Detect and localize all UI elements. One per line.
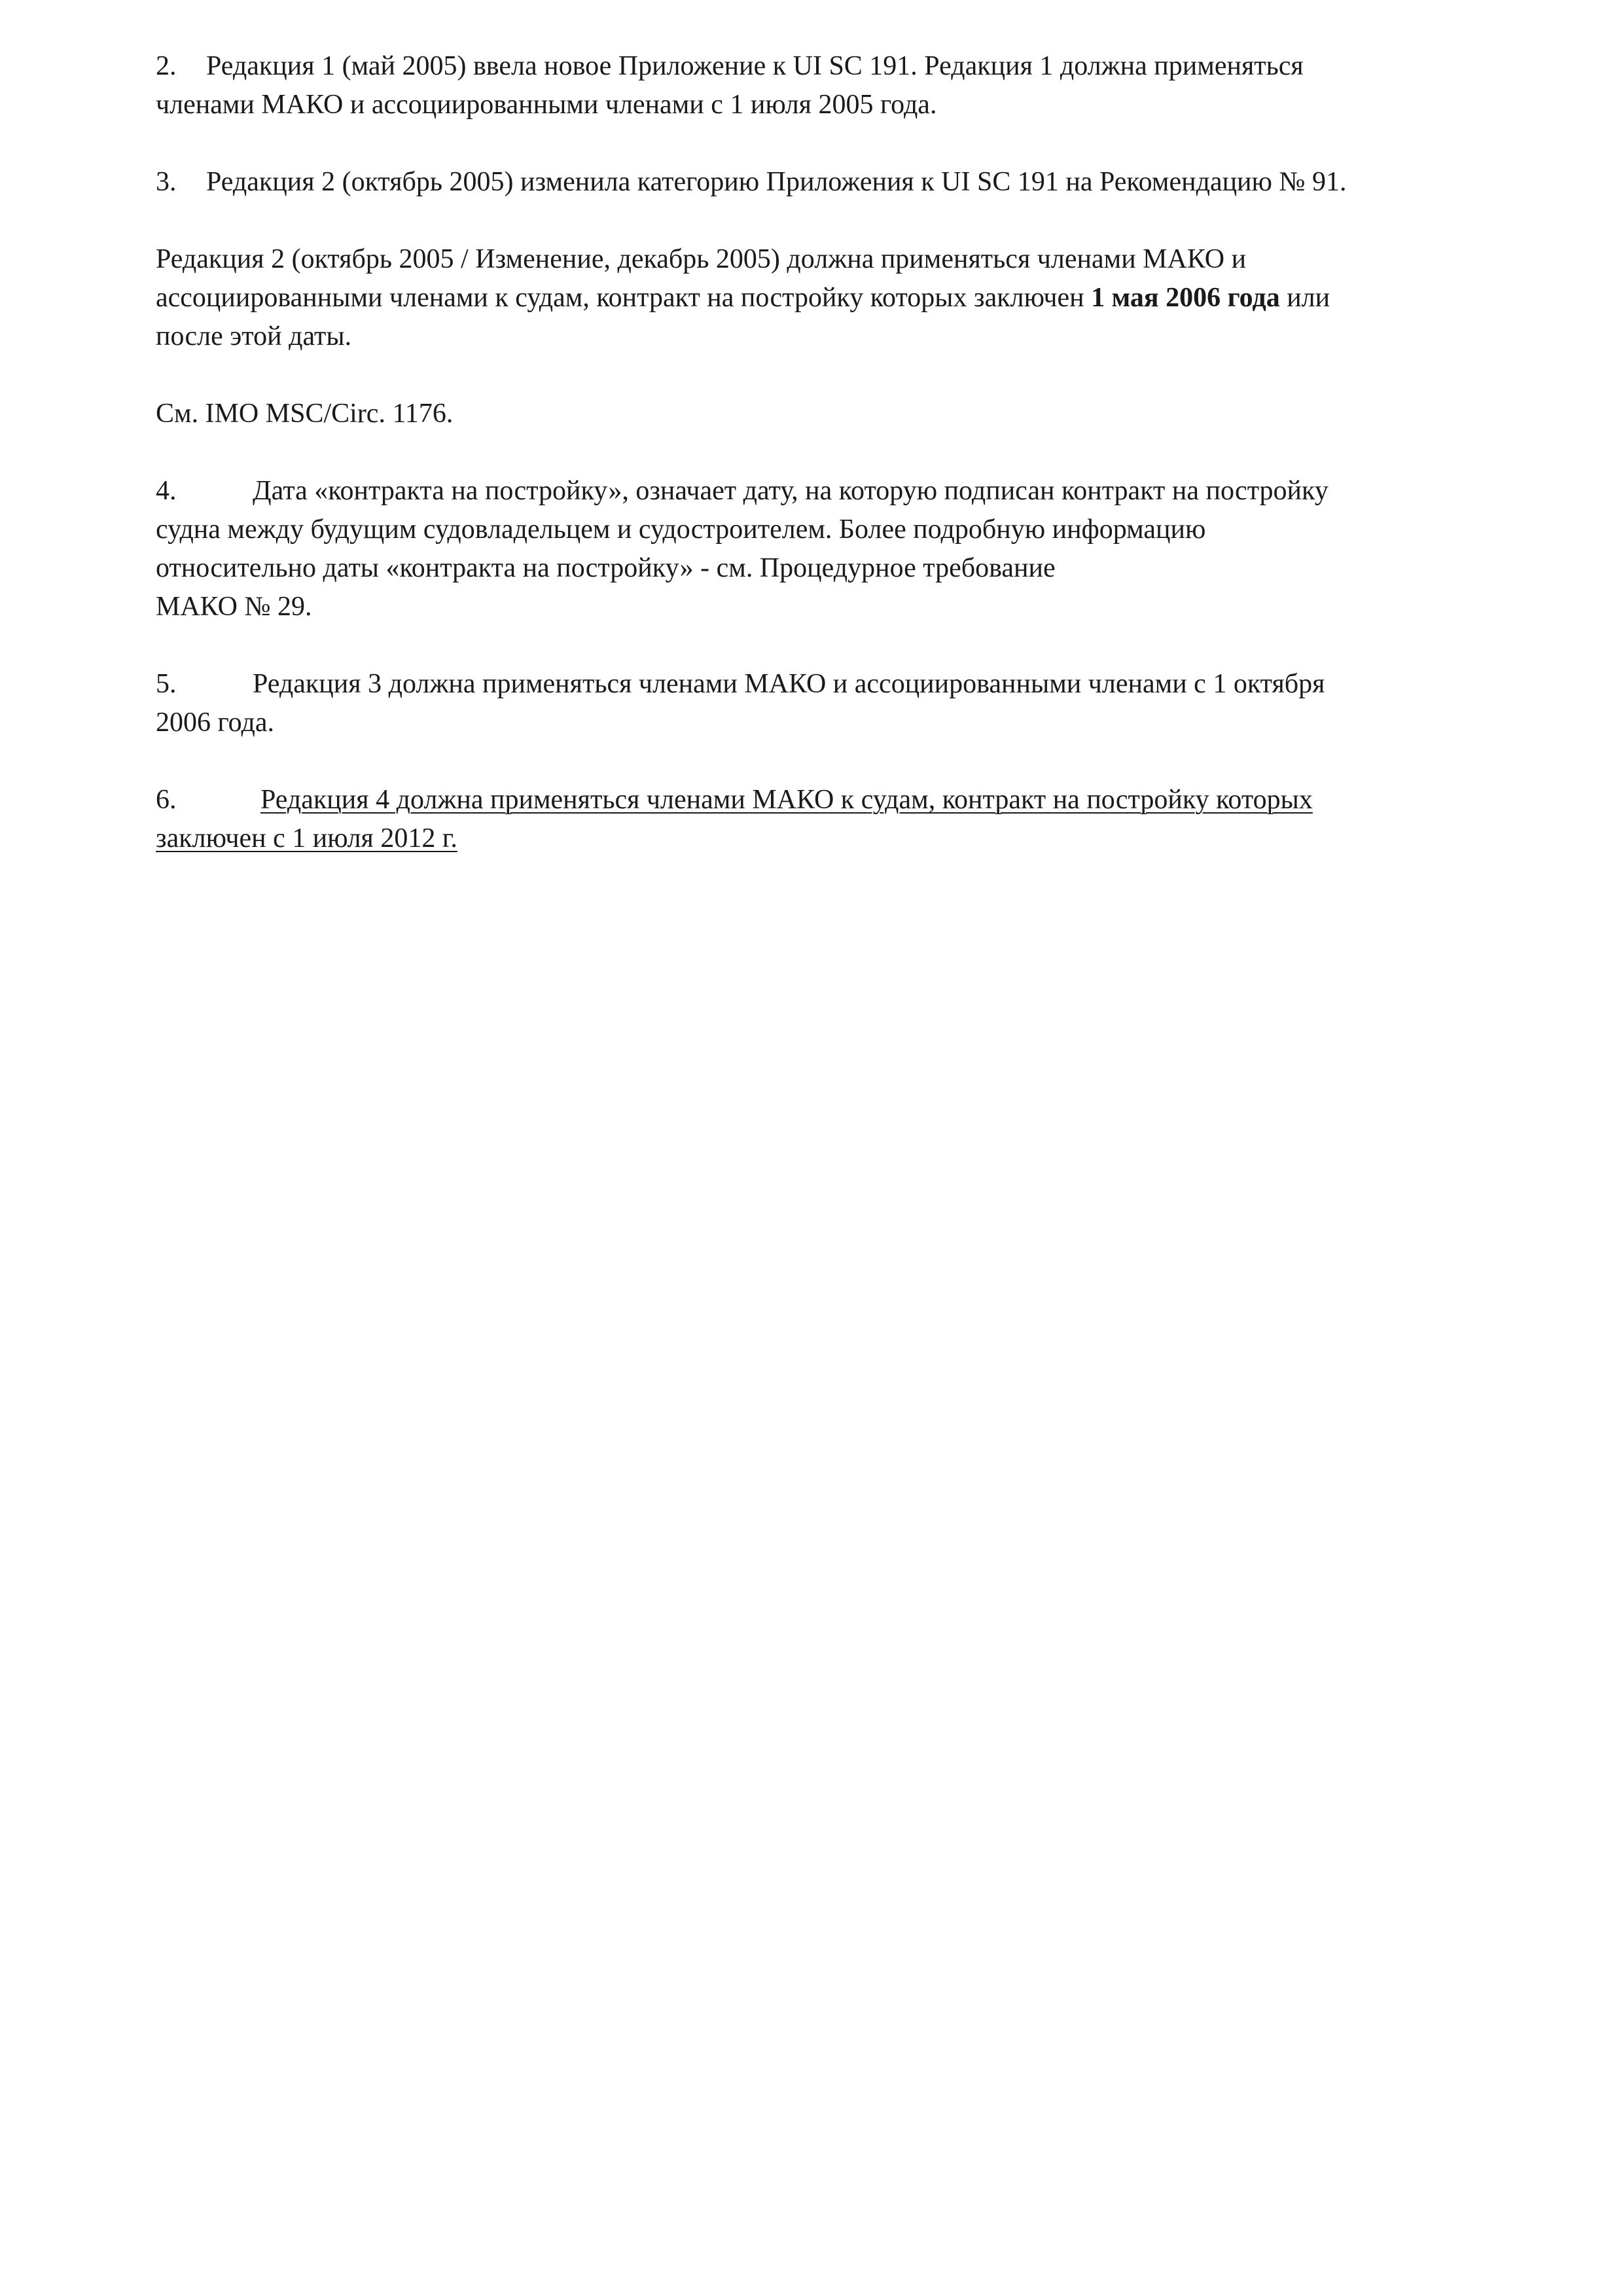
revision-2-text-3: после этой даты. — [156, 321, 352, 351]
note-5-text-2: 2006 года. — [156, 708, 274, 738]
note-3-text-1: Редакция 2 (октябрь 2005) изменила категорию Приложения к UI SC 191 на Рекомендацию № 91. — [206, 167, 1347, 197]
note-6-number: 6. — [156, 785, 177, 815]
note-6-line-1 — [156, 781, 1484, 819]
document-body — [156, 47, 1484, 897]
note-3 — [156, 163, 1484, 202]
note-4-number: 4. — [156, 476, 177, 506]
note-4-text-1: Дата «контракта на постройку», означает дату, на которую подписан контракт на постройку — [253, 476, 1329, 506]
note-6-text-1: Редакция 4 должна применяться членами МАКО к судам, контракт на постройку которых — [260, 785, 1313, 815]
note-2 — [156, 47, 1484, 124]
note-4-text-4: МАКО № 29. — [156, 592, 312, 622]
see-reference-text: См. IMO MSC/Circ. 1176. — [156, 399, 454, 429]
note-4-text-2: судна между будущим судовладельцем и судостроителем. Более подробную информацию — [156, 514, 1206, 545]
note-2-number: 2. — [156, 51, 177, 81]
note-2-text-2: членами МАКО и ассоциированными членами с 1 июля 2005 года. — [156, 90, 937, 120]
note-5 — [156, 665, 1484, 742]
revision-2-date-bold: 1 мая 2006 года — [1091, 283, 1280, 313]
note-4-line-1 — [156, 472, 1484, 511]
revision-2-text-2-pre: ассоциированными членами к судам, контракт на постройку которых заключен — [156, 283, 1092, 313]
note-2-text-1: Редакция 1 (май 2005) ввела новое Приложение к UI SC 191. Редакция 1 должна применяться — [206, 51, 1304, 81]
note-4-text-3: относительно даты «контракта на постройку» - см. Процедурное требование — [156, 553, 1056, 583]
note-5-text-1: Редакция 3 должна применяться членами МАКО и ассоциированными членами с 1 октября — [253, 669, 1325, 699]
revision-2-paragraph — [156, 240, 1484, 356]
note-3-number: 3. — [156, 167, 177, 197]
note-2-line-1 — [156, 47, 1484, 86]
note-5-line-1 — [156, 665, 1484, 704]
note-6-text-2: заключен с 1 июля 2012 г. — [156, 823, 457, 853]
revision-2-line-2 — [156, 279, 1484, 317]
note-4 — [156, 472, 1484, 626]
note-5-number: 5. — [156, 669, 177, 699]
revision-2-text-1: Редакция 2 (октябрь 2005 / Изменение, декабрь 2005) должна применяться членами МАКО и — [156, 244, 1247, 274]
note-6-line-2 — [156, 819, 1484, 858]
note-3-line-1 — [156, 163, 1484, 202]
revision-2-text-2-post: или — [1279, 283, 1330, 313]
see-reference — [156, 395, 1484, 433]
note-6 — [156, 781, 1484, 858]
